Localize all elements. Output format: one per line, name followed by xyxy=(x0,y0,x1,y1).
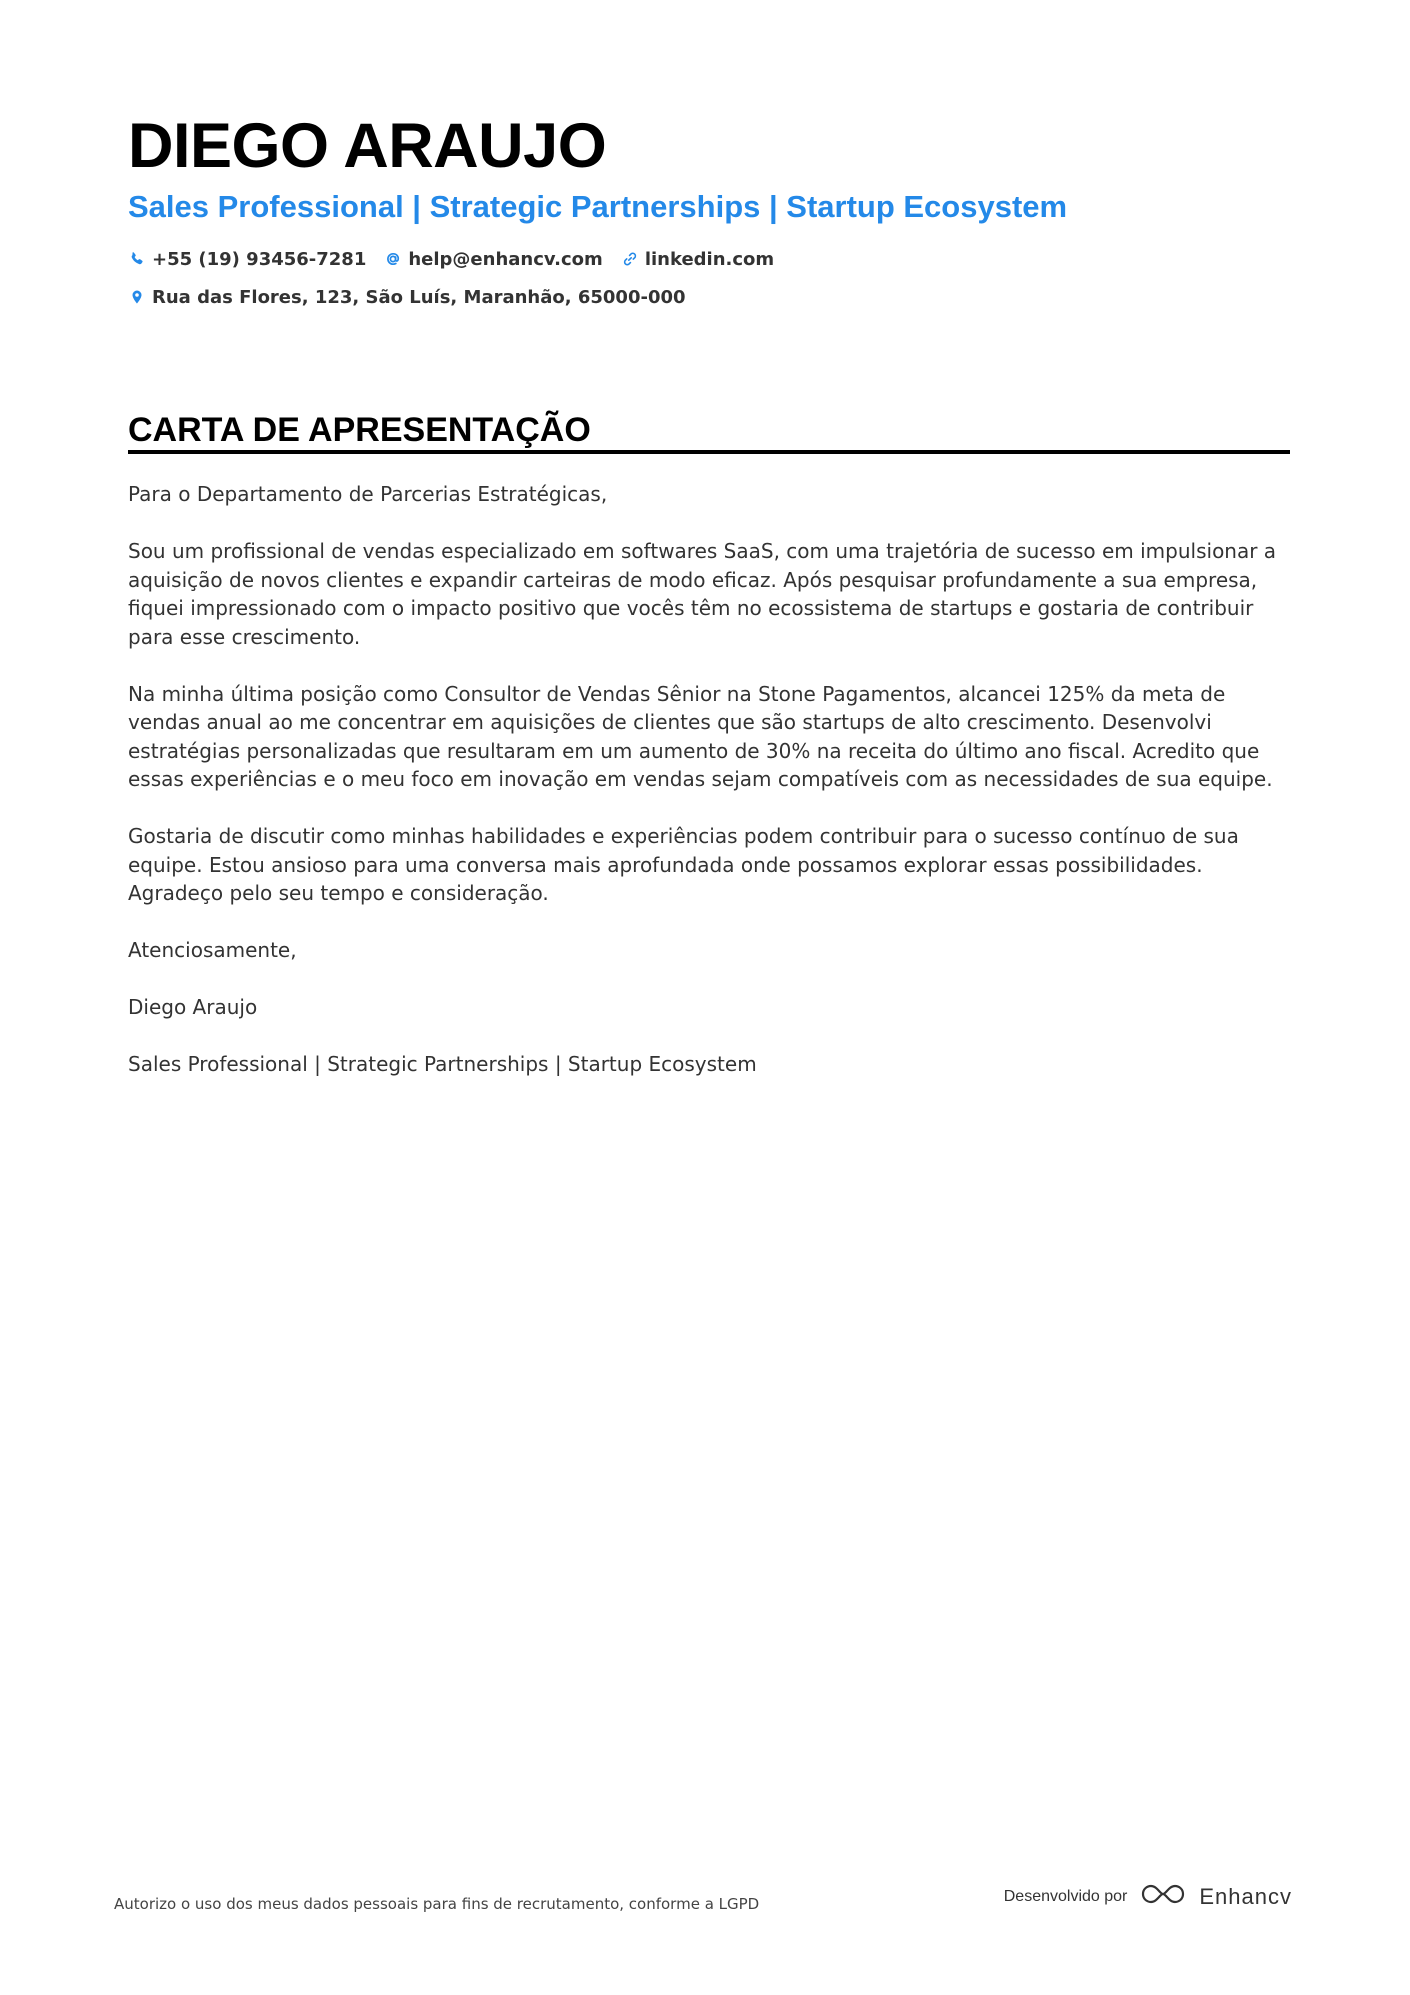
contact-row-primary xyxy=(128,244,1290,274)
powered-by-label: Desenvolvido por xyxy=(1003,1887,1128,1905)
email-text[interactable]: help@enhancv.com xyxy=(408,248,603,270)
location-pin-icon xyxy=(128,288,146,306)
address-text: Rua das Flores, 123, São Luís, Maranhão, 65000-000 xyxy=(152,286,686,308)
letter-greeting: Para o Departamento de Parcerias Estratégicas, xyxy=(128,482,608,506)
letter-paragraph: Sou um profissional de vendas especializado em softwares SaaS, com uma trajetória de sucesso em impulsionar a aquisição de novos clientes e expandir carteiras de modo eficaz. Após pesquisar profundamente a sua empresa, fiquei impressionado com o impacto positivo que vocês têm no ecossistema de startups e gostaria de contribuir para esse crescimento. xyxy=(128,539,1277,649)
contact-link[interactable] xyxy=(621,249,774,270)
link-icon xyxy=(621,250,639,268)
signature-name: Diego Araujo xyxy=(128,995,258,1019)
letter-body xyxy=(128,480,1293,1107)
header xyxy=(128,108,1290,312)
phone-icon xyxy=(128,250,146,268)
link-text[interactable]: linkedin.com xyxy=(644,248,775,270)
candidate-headline: Sales Professional | Strategic Partnerships | Startup Ecosystem xyxy=(128,189,1068,224)
letter-paragraph: Gostaria de discutir como minhas habilidades e experiências podem contribuir para o sucesso contínuo de sua equipe. Estou ansioso para uma conversa mais aprofundada onde possamos explorar essas possibilidades. Agradeço pelo seu tempo e consideração. xyxy=(128,824,1239,905)
brand-name: Enhancv xyxy=(1199,1883,1292,1909)
contact-row-secondary xyxy=(128,282,1290,312)
section-title: CARTA DE APRESENTAÇÃO xyxy=(128,411,591,449)
letter-paragraph: Na minha última posição como Consultor de Vendas Sênior na Stone Pagamentos, alcancei 125% da meta de vendas anual ao me concentrar em aquisições de clientes que são startups de alto crescimento. Desenvolvi estratégias personalizadas que resultaram em um aumento de 30% na receita do último ano fiscal. Acredito que essas experiências e o meu foco em inovação em vendas sejam compatíveis com as necessidades de sua equipe. xyxy=(128,681,1273,791)
phone-text: +55 (19) 93456-7281 xyxy=(152,248,367,270)
contact-phone xyxy=(128,249,366,270)
contact-address xyxy=(128,287,686,308)
section-divider xyxy=(128,450,1290,454)
letter-closing: Atenciosamente, xyxy=(128,938,297,962)
candidate-name: DIEGO ARAUJO xyxy=(128,111,607,181)
footer-consent: Autorizo o uso dos meus dados pessoais para fins de recrutamento, conforme a LGPD xyxy=(114,1895,760,1913)
footer-branding[interactable] xyxy=(1004,1880,1292,1913)
at-icon xyxy=(384,250,402,268)
enhancv-logo-icon xyxy=(1139,1880,1199,1913)
signature-title: Sales Professional | Strategic Partnerships | Startup Ecosystem xyxy=(128,1052,757,1076)
contact-email[interactable] xyxy=(384,249,602,270)
